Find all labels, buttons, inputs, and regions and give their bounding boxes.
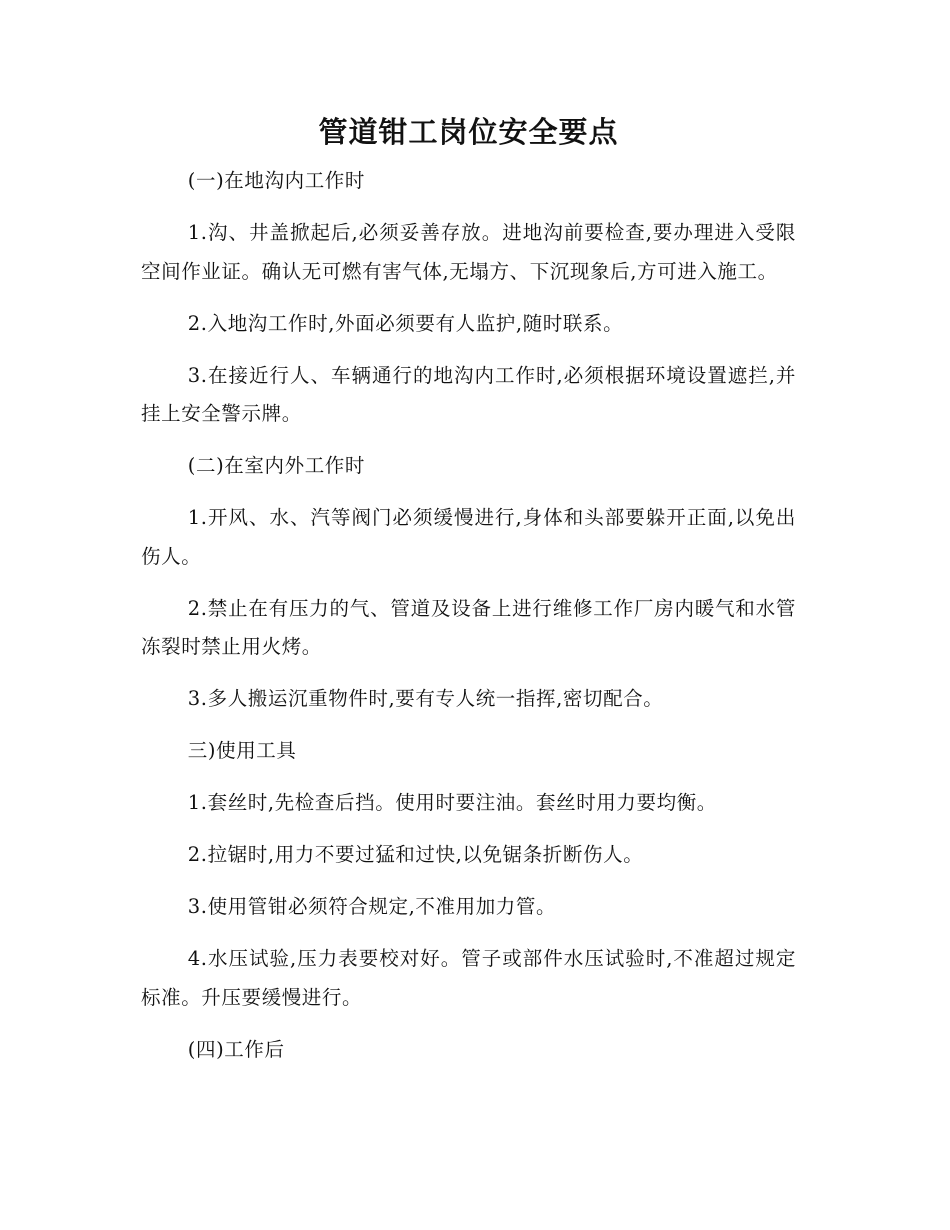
- section-item: 1.套丝时,先检查后挡。使用时要注油。套丝时用力要均衡。: [187, 791, 717, 814]
- section-item: 2.入地沟工作时,外面必须要有人监护,随时联系。: [187, 311, 624, 335]
- section-3: [141, 732, 796, 1017]
- section-item: 1.沟、井盖掀起后,必须妥善存放。进地沟前要检查,要办理进入受限空间作业证。确认无可燃有害气体,无塌方、下沉现象后,方可进入施工。: [141, 221, 796, 283]
- section-item: 3.使用管钳必须符合规定,不准用加力管。: [187, 895, 557, 918]
- section-item: 2.禁止在有压力的气、管道及设备上进行维修工作厂房内暖气和水管冻裂时禁止用火烤。: [141, 596, 796, 658]
- section-heading: (四)工作后: [187, 1037, 285, 1061]
- section-item: 3.多人搬运沉重物件时,要有专人统一指挥,密切配合。: [187, 687, 664, 710]
- document-title: 管道钳工岗位安全要点: [318, 115, 619, 149]
- section-heading: 三)使用工具: [187, 739, 297, 762]
- section-heading: (一)在地沟内工作时: [187, 169, 366, 192]
- section-item: 2.拉锯时,用力不要过猛和过快,以免锯条折断伤人。: [187, 843, 644, 866]
- section-heading: (二)在室内外工作时: [187, 454, 366, 477]
- section-2: [141, 447, 796, 719]
- section-item: 1.开风、水、汽等阀门必须缓慢进行,身体和头部要躲开正面,以免出伤人。: [141, 506, 796, 568]
- section-item: 3.在接近行人、车辆通行的地沟内工作时,必须根据环境设置遮拦,并挂上安全警示牌。: [141, 363, 796, 425]
- section-1: [141, 162, 796, 434]
- section-4: [141, 1031, 796, 1070]
- document-page: [141, 108, 796, 1083]
- section-item: 4.水压试验,压力表要校对好。管子或部件水压试验时,不准超过规定标准。升压要缓慢进行。: [141, 947, 796, 1009]
